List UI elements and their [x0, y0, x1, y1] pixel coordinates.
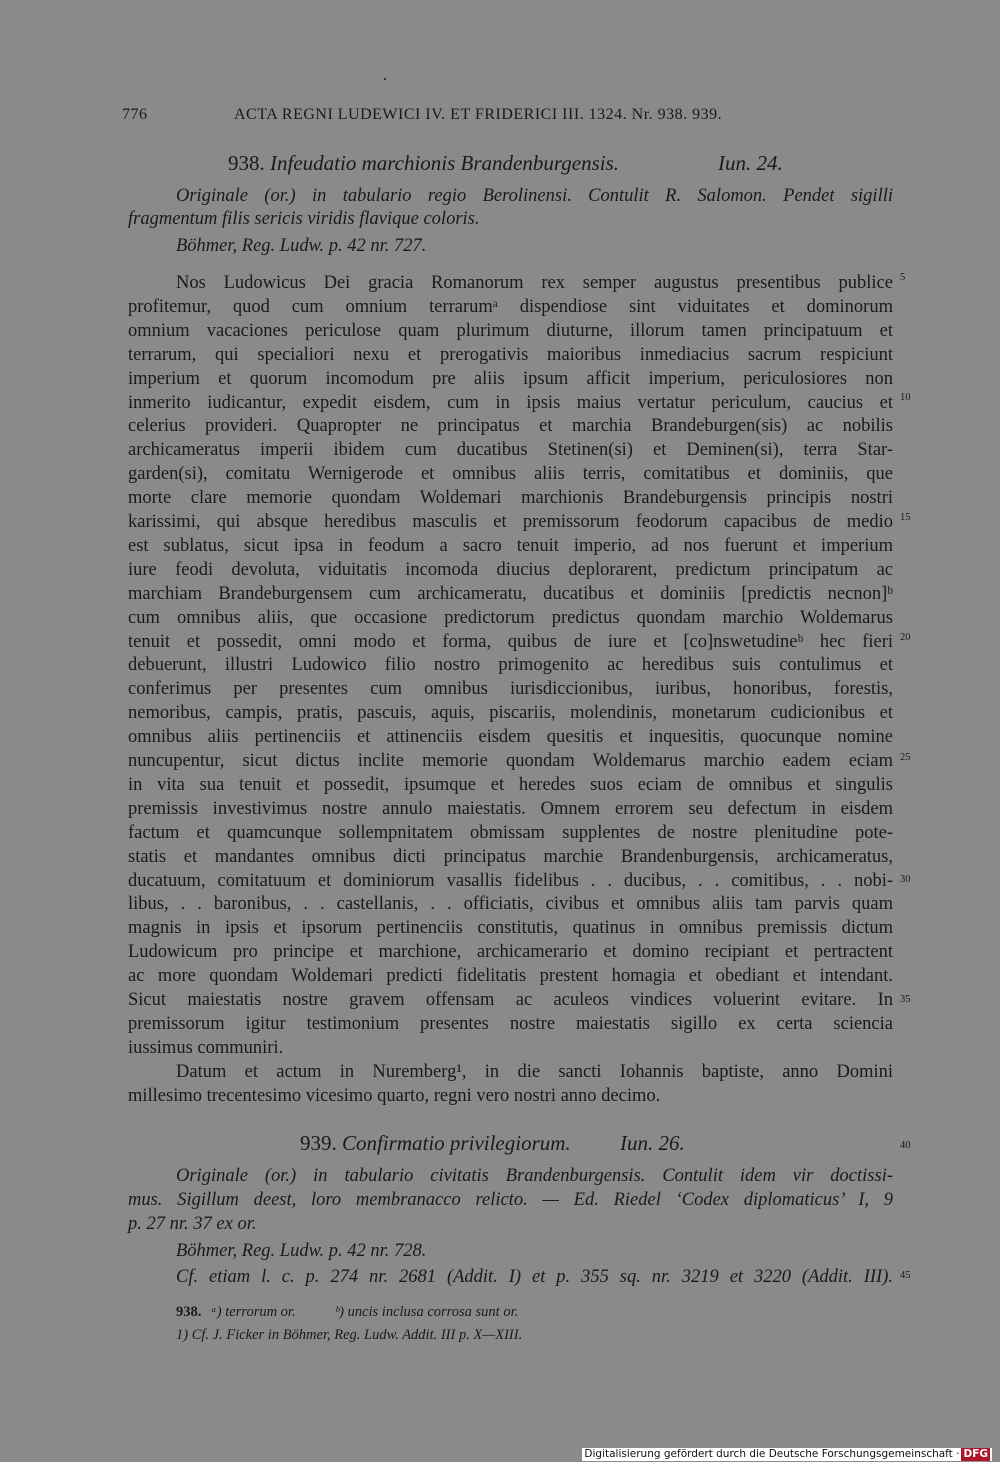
doc938-text-line: est sublatus, sicut ipsa in feodum a sacro tenuit imperio, ad nos fuerunt et imperium: [128, 535, 893, 556]
doc938-text-line: omnium vacaciones periculose quam plurimum diuturne, illorum tamen principatuum et: [128, 320, 893, 341]
doc938-title: Infeudatio marchionis Brandenburgensis.: [270, 151, 620, 175]
doc939-number: 939.: [300, 1131, 337, 1155]
margin-line-number: 15: [900, 512, 911, 523]
margin-line-number: 45: [900, 1270, 911, 1281]
doc938-date: Iun. 24.: [718, 151, 783, 175]
doc938-text-line: ac more quondam Woldemari predicti fidelitatis prestent homagia et obediant et intendant.: [128, 966, 893, 987]
doc938-text-line: premissis investivimus nostre annulo maiestatis. Omnem errorem seu defectum in eisdem: [128, 798, 893, 819]
doc938-text-line: nemoribus, campis, pratis, pascuis, aquis, piscariis, molendinis, monetarum cudicionibus et: [128, 703, 893, 724]
variant-notes: [176, 1301, 518, 1323]
doc938-text-line: statis et mandantes omnibus dicti principatus marchie Brandenburgensis, archicameratus,: [128, 846, 893, 867]
doc938-text-line: garden(si), comitatu Wernigerode et omnibus aliis terris, comitatibus et dominiis, que: [128, 464, 893, 485]
doc938-text-line: conferimus per presentes cum omnibus iurisdiccionibus, iuribus, honoribus, forestis,: [128, 679, 893, 700]
note-a: ᵃ) terrorum or.: [211, 1304, 296, 1320]
datum-line: millesimo trecentesimo vicesimo quarto, regni vero nostri anno decimo.: [128, 1086, 661, 1106]
doc938-text-line: libus, . . baronibus, . . castellanis, . . officiatis, civibus et omnibus aliis tam parvis quam: [128, 894, 893, 915]
doc938-number: 938.: [228, 151, 265, 175]
doc938-text-line: marchiam Brandeburgensem cum archicameratu, ducatibus et dominiis [predictis necnon]ᵇ: [128, 583, 893, 604]
dfg-logo: DFG: [963, 1448, 988, 1460]
doc939-source-line: p. 27 nr. 37 ex or.: [128, 1214, 257, 1234]
doc938-text-line: nuncupentur, sicut dictus inclite memorie quondam Woldemarus marchio eadem eciam: [128, 751, 893, 771]
variants-label: 938.: [176, 1304, 202, 1320]
margin-line-number: 20: [900, 632, 911, 643]
footnote-1: 1) Cf. J. Ficker in Böhmer, Reg. Ludw. Addit. III p. X—XIII.: [176, 1327, 523, 1343]
doc938-text-line: karissimi, qui absque heredibus masculis et premissorum feodorum capacibus de medio: [128, 512, 893, 532]
doc939-regest: Böhmer, Reg. Ludw. p. 42 nr. 728.: [176, 1241, 427, 1261]
note-b: ᵇ) uncis inclusa corrosa sunt or.: [335, 1304, 519, 1320]
doc938-text-line: terrarum, qui specialiori nexu et prerogativis maioribus inmediacius sacrum respiciunt: [128, 344, 893, 365]
ink-speck: [384, 78, 386, 80]
doc938-text-line: Ludowicum pro principe et marchione, archicamerario et domino recipiant et pertractent: [128, 942, 893, 963]
doc938-text-line: magnis in ipsis et ipsorum pertinenciis constitutis, quatinus in omnibus premissis dictum: [128, 918, 893, 939]
doc938-text-line: imperium et quorum incomodum pre aliis ipsum afficit imperium, periculosiores non: [128, 368, 893, 389]
doc938-text-line: premissorum igitur testimonium presentes nostre maiestatis sigillo ex certa sciencia: [128, 1013, 893, 1034]
margin-line-number: 35: [900, 994, 911, 1005]
doc938-text-line: debuerunt, illustri Ludowico filio nostro primogenito ac heredibus suis contulimus et: [128, 655, 893, 676]
doc938-text-line: iure feodi devoluta, viduitatis incomoda diucius deplorarent, predictum principatum ac: [128, 559, 893, 580]
running-title: ACTA REGNI LUDEWICI IV. ET FRIDERICI III. 1324. Nr. 938. 939.: [234, 106, 723, 123]
doc938-text-line: cum omnibus aliis, que occasione predictorum predictus quondam marchio Woldemarus: [128, 607, 893, 628]
doc938-text-line: tenuit et possedit, omni modo et forma, quibus de iure et [co]nswetudineᵇ hec fieri: [128, 631, 893, 652]
doc939-source-line: Originale (or.) in tabulario civitatis Brandenburgensis. Contulit idem vir doctissi-: [176, 1166, 893, 1186]
doc939-date: Iun. 26.: [620, 1131, 685, 1155]
doc939-source-line: mus. Sigillum deest, loro membranacco relicto. — Ed. Riedel ‘Codex diplomaticus’ I, 9: [128, 1190, 893, 1210]
doc938-text-line: morte clare memorie quondam Woldemari marchionis Brandeburgensis principis nostri: [128, 488, 893, 509]
doc938-text-line: profitemur, quod cum omnium terrarumᵃ dispendiose sint viduitates et dominorum: [128, 296, 893, 317]
doc938-text-line: celerius provideri. Quapropter ne principatus et marchia Brandeburgen(sis) ac nobilis: [128, 416, 893, 437]
margin-line-number: 40: [900, 1140, 911, 1151]
doc938-text-line: factum et quamcunque sollempnitatem obmissam supplentes de nostre plenitudine pote-: [128, 822, 893, 843]
doc939-cf: Cf. etiam l. c. p. 274 nr. 2681 (Addit. I) et p. 355 sq. nr. 3219 et 3220 (Addit. III).: [176, 1267, 893, 1287]
datum-line: Datum et actum in Nuremberg¹, in die sancti Iohannis baptiste, anno Domini: [176, 1062, 893, 1082]
doc938-heading: [228, 152, 619, 174]
doc938-text-line: inmerito iudicantur, expedit eisdem, cum in ipsis maius vertatur periculum, caucius et: [128, 392, 893, 413]
page-number: 776: [122, 106, 148, 123]
doc939-title: Confirmatio privilegiorum.: [342, 1131, 571, 1155]
doc938-regest: Böhmer, Reg. Ludw. p. 42 nr. 727.: [176, 236, 427, 256]
margin-line-number: 5: [900, 272, 906, 283]
doc938-text-line: ducatuum, comitatuum et dominiorum vasallis fidelibus . . ducibus, . . comitibus, . . nobi-: [128, 870, 893, 891]
doc938-text-line: Sicut maiestatis nostre gravem offensam ac aculeos vindices voluerint evitare. In: [128, 990, 893, 1010]
margin-line-number: 10: [900, 392, 911, 403]
doc938-source-line: Originale (or.) in tabulario regio Berolinensi. Contulit R. Salomon. Pendet sigilli: [176, 186, 893, 206]
margin-line-number: 30: [900, 874, 911, 885]
doc938-text-line: omnibus aliis pertinenciis et attinenciis eisdem quesitis et inquesitis, quocunque nomine: [128, 727, 893, 748]
margin-line-number: 25: [900, 752, 911, 763]
doc938-text-line: iussimus communiri.: [128, 1037, 284, 1058]
doc938-text-line: Nos Ludowicus Dei gracia Romanorum rex semper augustus presentibus publice: [176, 273, 893, 293]
doc938-text-line: in vita sua tenuit et possedit, ipsumque et heredes suos eciam de omnibus et singulis: [128, 774, 893, 795]
doc939-heading: [300, 1132, 571, 1154]
credit-text: Digitalisierung gefördert durch die Deutsche Forschungsgemeinschaft ·: [584, 1448, 960, 1460]
doc938-text-line: archicameratus imperii ibidem cum ducatibus Stetinen(si) et Deminen(si), terra Star-: [128, 440, 893, 461]
digitization-credit[interactable]: [582, 1448, 992, 1461]
doc938-source-line: fragmentum filis sericis viridis flavique coloris.: [128, 209, 480, 229]
